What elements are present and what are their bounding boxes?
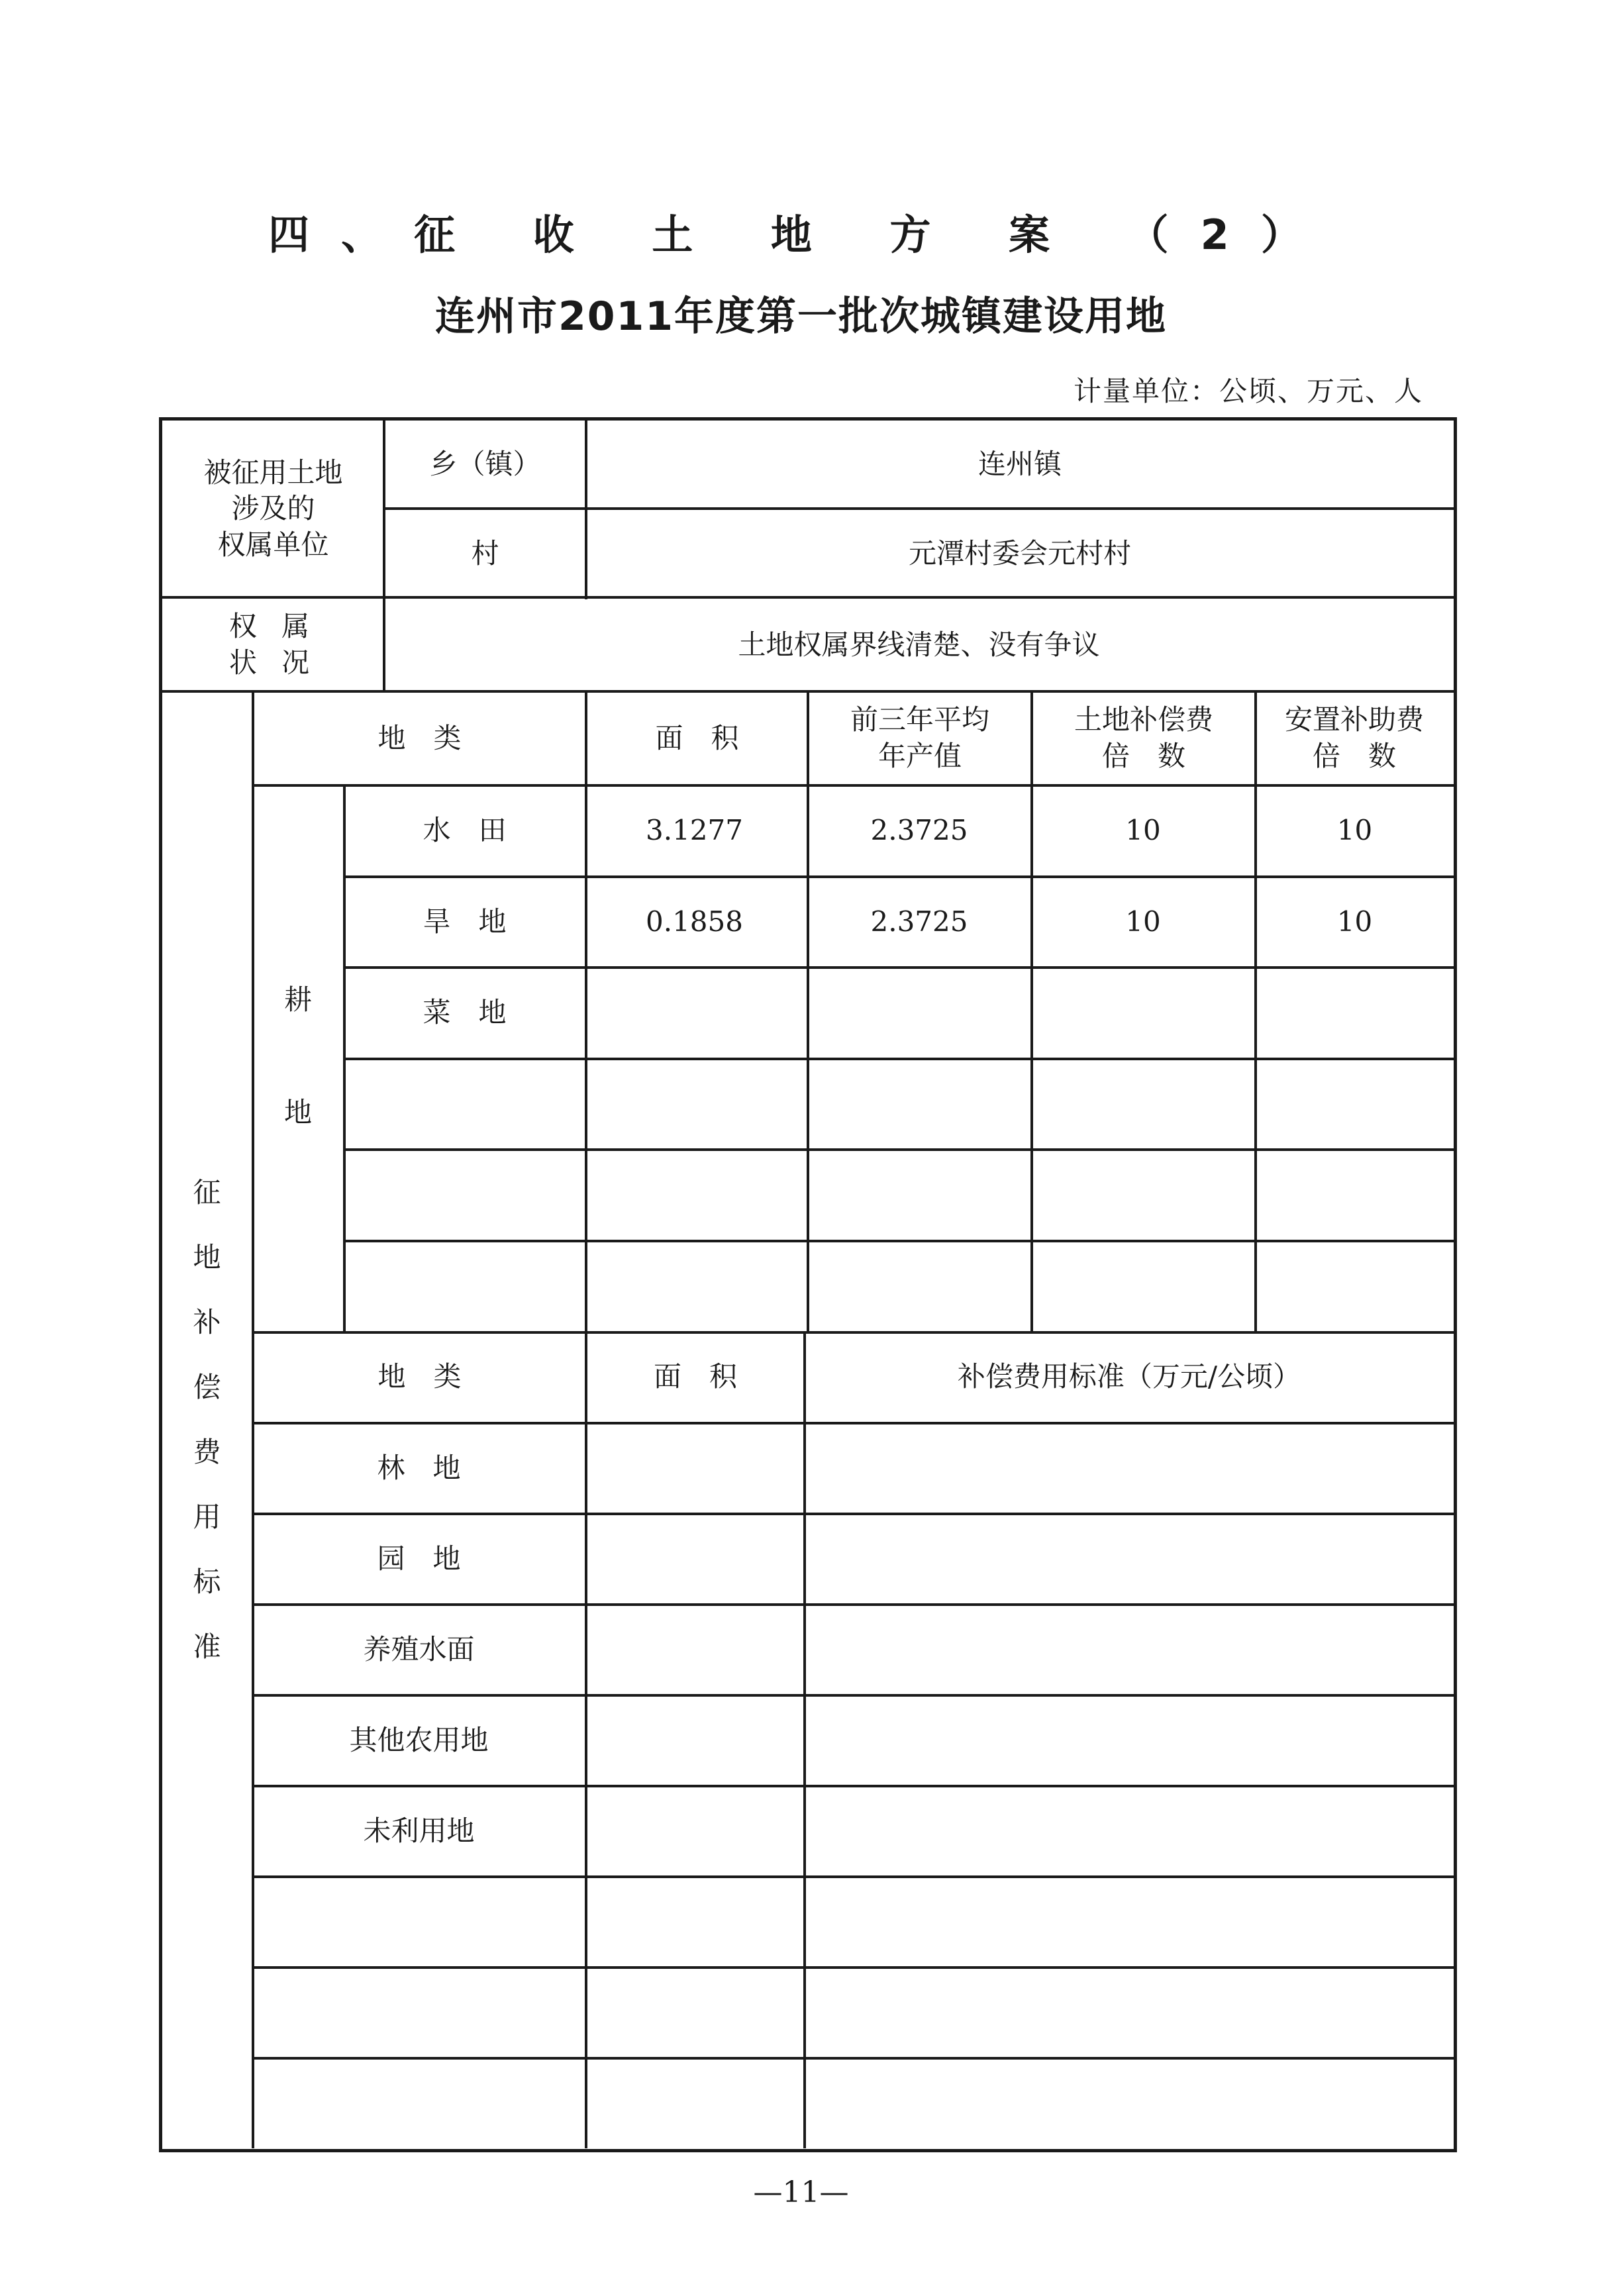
farmland-cell-area [586,1150,807,1241]
farmland-cell-type: 水 田 [423,814,507,847]
farmland-cell-type: 菜 地 [423,996,507,1029]
farmland-cell-avg-output [808,1241,1030,1332]
other-land-cell-type [253,1877,585,1968]
other-land-cell-area [586,1423,803,1514]
column-divider [585,691,587,2148]
farmland-header-area: 面 积 [655,721,739,754]
column-divider [1030,691,1033,1332]
row-divider [252,2057,1454,2060]
column-divider [383,421,385,691]
units-note: 计量单位：公顷、万元、人 [1073,375,1423,407]
ownership-status-value: 土地权属界线清楚、没有争议 [738,628,1100,661]
other-land-cell-type: 园 地 [377,1542,461,1575]
other-land-cell-standard [805,1695,1454,1786]
other-land-cell-type [253,2058,585,2149]
row-divider [343,1148,1454,1151]
farmland-cell-area [586,968,807,1059]
village-value: 元潭村委会元村村 [908,536,1131,570]
other-header-standard: 补偿费用标准（万元/公顷） [957,1360,1301,1393]
other-land-cell-standard [805,1968,1454,2058]
column-divider [343,784,346,1331]
farmland-group-label-bottom: 地 [283,1095,312,1128]
column-divider [807,691,809,1332]
other-header-land-type: 地 类 [377,1360,462,1393]
other-land-cell-area [586,1786,803,1877]
page-number: —11— [753,2175,849,2209]
page-subtitle: 连州市2011年度第一批次城镇建设用地 [435,293,1167,340]
township-label: 乡（镇） [429,448,541,481]
other-land-cell-area [586,1695,803,1786]
farmland-cell-type [344,1059,585,1150]
column-divider [803,1332,806,2148]
farmland-cell-land-comp [1032,1150,1254,1241]
other-land-cell-type: 林 地 [377,1452,461,1485]
compensation-label-char: 准 [193,1630,221,1663]
compensation-standard-label [162,691,252,2148]
column-divider [252,691,254,2148]
row-divider [252,1331,1454,1334]
other-land-cell-standard [805,1514,1454,1605]
farmland-header-land-comp-multiple: 土地补偿费 倍 数 [1074,703,1213,772]
other-land-cell-type [253,1968,585,2058]
compensation-label-char: 用 [193,1501,221,1533]
other-land-cell-area [586,1877,803,1968]
page-title: 四、征 收 土 地 方 案 （2） [268,211,1334,259]
column-divider [585,421,587,599]
row-divider [252,1513,1454,1515]
other-land-cell-area [586,1514,803,1605]
other-land-cell-type: 未利用地 [363,1815,475,1848]
other-land-cell-type: 养殖水面 [363,1633,475,1666]
compensation-label-char: 补 [193,1306,221,1338]
row-divider [252,1875,1454,1878]
other-land-cell-standard [805,1423,1454,1514]
farmland-cell-resettle [1256,1241,1454,1332]
farmland-cell-type [344,1150,585,1241]
township-value: 连州镇 [977,448,1062,481]
farmland-cell-resettle: 10 [1336,814,1373,847]
farmland-cell-area [586,1241,807,1332]
row-divider [252,1603,1454,1606]
farmland-header-avg-output: 前三年平均 年产值 [850,703,989,772]
farmland-header-resettle-multiple: 安置补助费 倍 数 [1284,703,1424,772]
row-divider [252,784,1454,787]
row-divider [384,507,1454,510]
farmland-cell-area: 3.1277 [646,814,743,847]
row-divider [252,1694,1454,1697]
farmland-cell-type [344,1241,585,1332]
other-land-cell-standard [805,1605,1454,1695]
row-divider [343,1058,1454,1060]
farmland-cell-avg-output [808,1150,1030,1241]
farmland-cell-area [586,1059,807,1150]
farmland-group-label-top: 耕 [283,983,312,1016]
farmland-cell-resettle [1256,968,1454,1059]
farmland-cell-area: 0.1858 [646,905,743,938]
village-label: 村 [471,536,499,570]
other-land-cell-area [586,1968,803,2058]
ownership-status-label: 权 属 状 况 [228,610,318,679]
row-divider [252,1785,1454,1787]
other-land-cell-area [586,2058,803,2149]
farmland-cell-avg-output [808,968,1030,1059]
farmland-cell-type: 旱 地 [423,905,507,938]
compensation-label-char: 标 [193,1566,221,1598]
other-header-area: 面 积 [653,1360,737,1393]
farmland-cell-land-comp [1032,968,1254,1059]
farmland-cell-avg-output: 2.3725 [870,905,968,938]
row-divider [343,875,1454,878]
row-divider [252,1422,1454,1424]
farmland-cell-avg-output [808,1059,1030,1150]
farmland-cell-land-comp [1032,1059,1254,1150]
farmland-cell-avg-output: 2.3725 [870,814,968,847]
compensation-label-char: 地 [193,1241,221,1273]
row-divider [252,1966,1454,1969]
farmland-cell-resettle: 10 [1336,905,1373,938]
farmland-cell-land-comp: 10 [1125,905,1161,938]
farmland-cell-resettle [1256,1150,1454,1241]
compensation-label-char: 偿 [193,1371,221,1403]
row-divider [162,596,1454,599]
other-land-cell-standard [805,1786,1454,1877]
farmland-cell-land-comp [1032,1241,1254,1332]
compensation-label-char: 费 [193,1436,221,1468]
compensation-label-char: 征 [193,1176,221,1209]
other-land-cell-area [586,1605,803,1695]
farmland-cell-resettle [1256,1059,1454,1150]
other-land-cell-standard [805,1877,1454,1968]
farmland-header-land-type: 地 类 [377,721,462,754]
row-divider [343,966,1454,969]
other-land-cell-type: 其他农用地 [349,1724,489,1757]
other-land-cell-standard [805,2058,1454,2149]
farmland-cell-land-comp: 10 [1125,814,1161,847]
ownership-units-label: 被征用土地 涉及的 权属单位 [203,456,343,561]
column-divider [1254,691,1257,1332]
row-divider [343,1240,1454,1242]
